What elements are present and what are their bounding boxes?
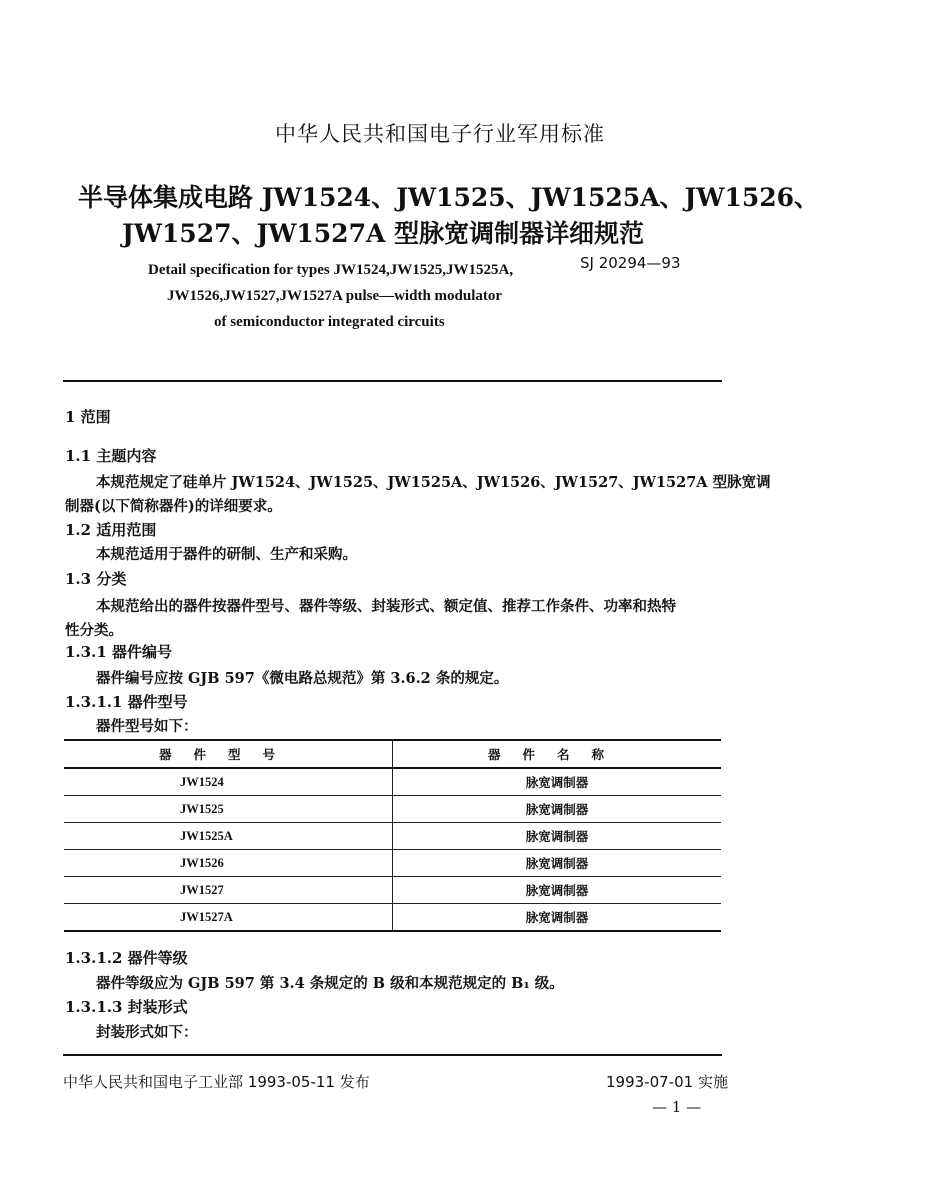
device-type-table bbox=[64, 739, 721, 932]
section-1-3-1-1-paragraph: 器件型号如下： bbox=[96, 718, 198, 735]
section-1-2-paragraph: 本规范适用于器件的研制、生产和采购。 bbox=[96, 546, 357, 563]
section-1-3-1-heading: 1.3.1 器件编号 bbox=[65, 643, 172, 661]
section-1-1-paragraph-line-2: 制器(以下简称器件)的详细要求。 bbox=[65, 498, 282, 515]
device-type-cell: JW1525A bbox=[64, 823, 393, 850]
section-1-3-1-1-heading: 1.3.1.1 器件型号 bbox=[65, 693, 188, 711]
title-en-line-2: JW1526,JW1527,JW1527A pulse—width modulator bbox=[167, 288, 503, 304]
device-name-cell: 脉宽调制器 bbox=[393, 904, 722, 932]
issue-date: 中华人民共和国电子工业部 1993-05-11 发布 bbox=[63, 1073, 370, 1091]
section-1-3-1-2-paragraph: 器件等级应为 GJB 597 第 3.4 条规定的 B 级和本规范规定的 B₁ 级。 bbox=[96, 975, 564, 992]
device-type-cell: JW1525 bbox=[64, 796, 393, 823]
section-1-2-heading: 1.2 适用范围 bbox=[65, 521, 157, 539]
section-1-3-paragraph-line-1: 本规范给出的器件按器件型号、器件等级、封装形式、额定值、推荐工作条件、功率和热特 bbox=[96, 598, 676, 615]
section-1-1-paragraph-line-1: 本规范规定了硅单片 JW1524、JW1525、JW1525A、JW1526、JW1527、JW1527A 型脉宽调 bbox=[96, 474, 771, 491]
column-header-device-name: 器件名称 bbox=[393, 740, 722, 768]
table-row bbox=[64, 768, 721, 796]
standard-body-heading: 中华人民共和国电子行业军用标准 bbox=[275, 122, 605, 146]
table-row bbox=[64, 850, 721, 877]
header-divider bbox=[63, 380, 722, 382]
page-number: — 1 — bbox=[652, 1098, 702, 1116]
standard-number: SJ 20294—93 bbox=[580, 254, 681, 272]
device-name-cell: 脉宽调制器 bbox=[393, 877, 722, 904]
footer-divider bbox=[63, 1054, 722, 1056]
section-1-3-1-paragraph: 器件编号应按 GJB 597《微电路总规范》第 3.6.2 条的规定。 bbox=[96, 670, 509, 687]
section-1-3-1-2-heading: 1.3.1.2 器件等级 bbox=[65, 949, 188, 967]
section-1-3-1-3-heading: 1.3.1.3 封装形式 bbox=[65, 998, 188, 1016]
section-1-1-heading: 1.1 主题内容 bbox=[65, 447, 157, 465]
section-1-3-paragraph-line-2: 性分类。 bbox=[65, 622, 123, 639]
title-en-line-3: of semiconductor integrated circuits bbox=[214, 314, 445, 330]
section-1-3-heading: 1.3 分类 bbox=[65, 570, 127, 588]
table-header-row bbox=[64, 740, 721, 768]
section-1-heading: 1 范围 bbox=[65, 408, 111, 426]
device-type-cell: JW1527 bbox=[64, 877, 393, 904]
device-type-cell: JW1526 bbox=[64, 850, 393, 877]
section-1-3-1-3-paragraph: 封装形式如下： bbox=[96, 1024, 198, 1041]
device-name-cell: 脉宽调制器 bbox=[393, 768, 722, 796]
table-row bbox=[64, 796, 721, 823]
title-cn-line-2: JW1527、JW1527A 型脉宽调制器详细规范 bbox=[122, 219, 645, 248]
device-type-cell: JW1524 bbox=[64, 768, 393, 796]
device-type-cell: JW1527A bbox=[64, 904, 393, 932]
device-name-cell: 脉宽调制器 bbox=[393, 796, 722, 823]
device-name-cell: 脉宽调制器 bbox=[393, 823, 722, 850]
device-name-cell: 脉宽调制器 bbox=[393, 850, 722, 877]
table-row bbox=[64, 904, 721, 932]
title-cn-line-1: 半导体集成电路 JW1524、JW1525、JW1525A、JW1526、 bbox=[78, 183, 820, 212]
title-en-line-1: Detail specification for types JW1524,JW1525,JW1525A, bbox=[148, 262, 514, 278]
column-header-device-type: 器件型号 bbox=[64, 740, 393, 768]
effective-date: 1993-07-01 实施 bbox=[606, 1073, 728, 1091]
table-row bbox=[64, 877, 721, 904]
table-row bbox=[64, 823, 721, 850]
